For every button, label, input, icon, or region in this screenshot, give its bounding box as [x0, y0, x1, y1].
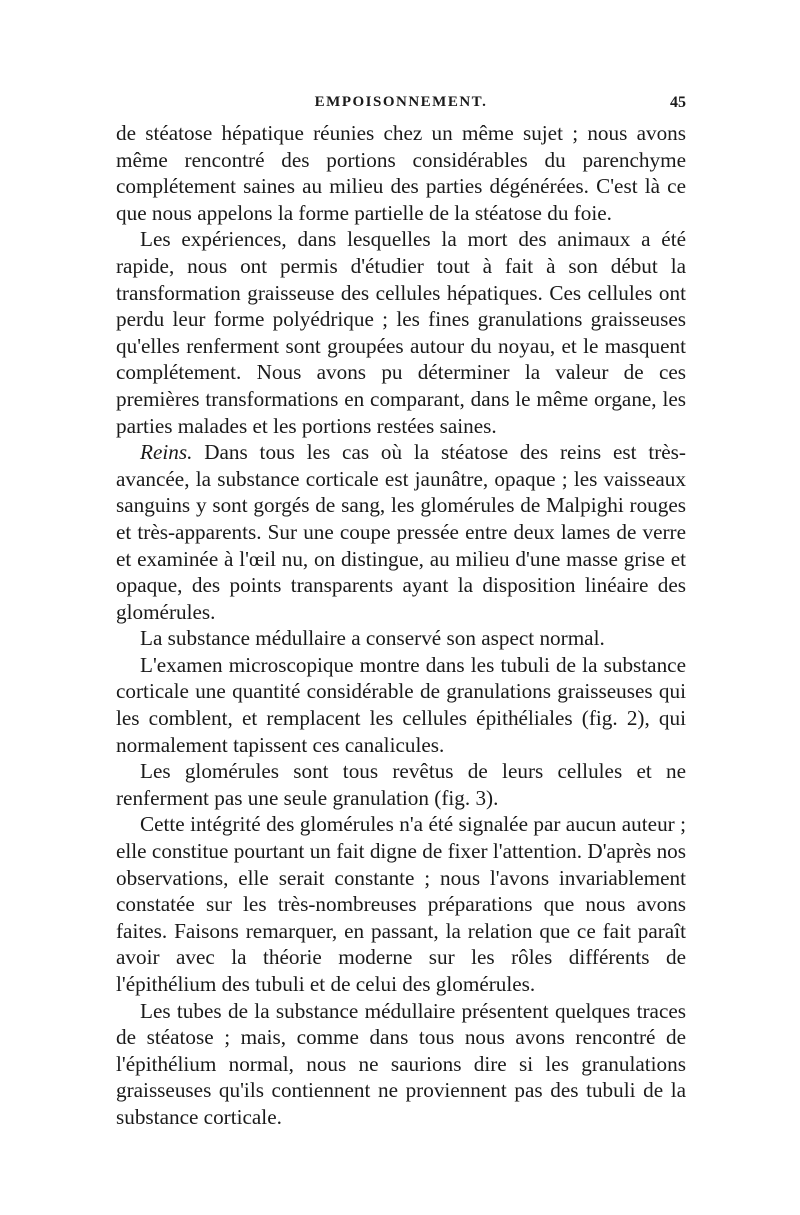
page-number: 45	[670, 94, 686, 111]
paragraph-4	[116, 625, 686, 652]
paragraph-text: de stéatose hépatique réunies chez un même sujet ; nous avons même rencontré des portions considérables du parenchyme complétement saines au milieu des parties dégénérées. C'est là ce que nous appelons la forme partielle de la stéatose du foie.	[116, 121, 686, 225]
paragraph-5	[116, 652, 686, 758]
paragraph-text: Les glomérules sont tous revêtus de leurs cellules et ne renferment pas une seule granulation (fig. 3).	[116, 759, 686, 810]
section-lead-reins: Reins.	[140, 440, 193, 465]
book-page	[116, 94, 686, 1131]
paragraph-6	[116, 758, 686, 811]
running-title: EMPOISONNEMENT.	[314, 94, 488, 110]
paragraph-text: Dans tous les cas où la stéatose des reins est très-avancée, la substance corticale est jaunâtre, opaque ; les vaisseaux sanguins y sont gorgés de sang, les glomérules de Malpighi rouges et très-apparents. Sur une coupe pressée entre deux lames de verre et examinée à l'œil nu, on distingue, au milieu d'une masse grise et opaque, des points transparents ayant la disposition linéaire des glomérules.	[116, 440, 686, 624]
body-text	[116, 120, 686, 1131]
paragraph-3	[116, 439, 686, 625]
paragraph-text: Cette intégrité des glomérules n'a été signalée par aucun auteur ; elle constitue pourtant un fait digne de fixer l'attention. D'après nos observations, elle serait constante ; nous l'avons invariablement constatée sur les très-nombreuses préparations que nous avons faites. Faisons remarquer, en passant, la relation que ce fait paraît avoir avec la théorie moderne sur les rôles différents de l'épithélium des tubuli et de celui des glomérules.	[116, 812, 686, 996]
paragraph-text: Les expériences, dans lesquelles la mort des animaux a été rapide, nous ont permis d'étudier tout à fait à son début la transformation graisseuse des cellules hépatiques. Ces cellules ont perdu leur forme polyédrique ; les fines granulations graisseuses qu'elles renferment sont groupées autour du noyau, et le masquent complétement. Nous avons pu déterminer la valeur de ces premières transformations en comparant, dans le même organe, les parties malades et les portions restées saines.	[116, 227, 686, 438]
running-head	[116, 94, 686, 120]
paragraph-8	[116, 998, 686, 1131]
paragraph-2	[116, 226, 686, 439]
paragraph-1	[116, 120, 686, 226]
paragraph-text: Les tubes de la substance médullaire présentent quelques traces de stéatose ; mais, comme dans tous nous avons rencontré de l'épithélium normal, nous ne saurions dire si les granulations graisseuses qu'ils contiennent ne proviennent pas des tubuli de la substance corticale.	[116, 998, 686, 1129]
paragraph-text: La substance médullaire a conservé son aspect normal.	[140, 626, 605, 651]
paragraph-text: L'examen microscopique montre dans les tubuli de la substance corticale une quantité considérable de granulations graisseuses qui les comblent, et remplacent les cellules épithéliales (fig. 2), qui normalement tapissent ces canalicules.	[116, 652, 686, 757]
paragraph-7	[116, 811, 686, 997]
